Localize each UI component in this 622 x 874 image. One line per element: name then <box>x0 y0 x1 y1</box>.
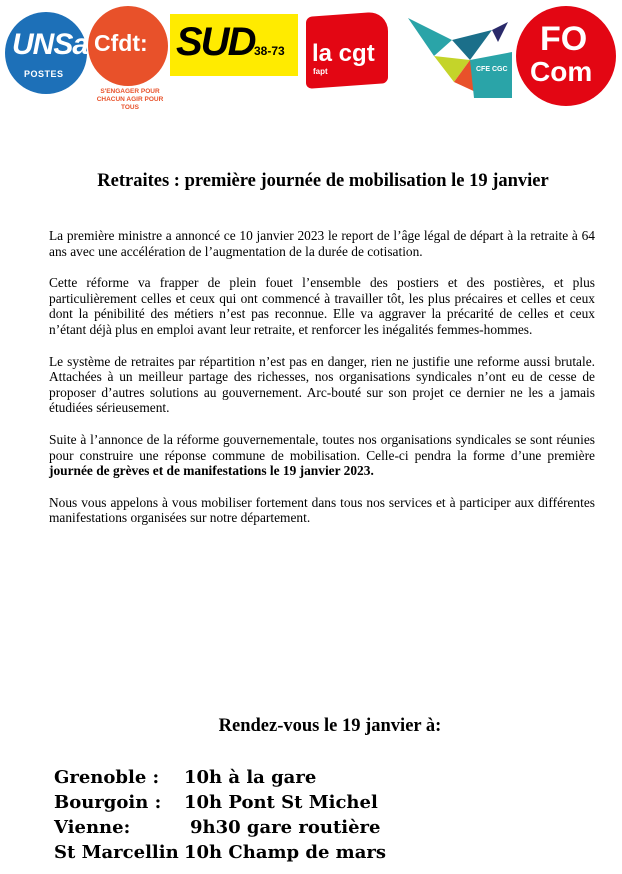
paragraph-text: Suite à l’annonce de la réforme gouvernementale, toutes nos organisations syndicales se sont réunies pour construire une réponse commune de mobilisation. Celle-ci pendra la forme d’une première <box>49 431 595 463</box>
rendezvous-city: St Marcellin <box>54 842 179 863</box>
rendezvous-city: Grenoble : <box>54 767 160 788</box>
fo-logo-text: FO <box>540 20 588 58</box>
fo-logo-subtext: Com <box>530 56 593 87</box>
rendezvous-list <box>54 765 386 865</box>
cfdt-logo-tagline: S'ENGAGER POUR CHACUN AGIR POUR TOUS <box>96 88 164 111</box>
rendezvous-row <box>54 840 386 865</box>
paragraph-text: Nous vous appelons à vous mobiliser fortement dans tous nos services et à participer aux différentes manifestations organisées sur notre département. <box>49 494 595 526</box>
rendezvous-time-place: 9h30 gare routière <box>190 817 381 838</box>
unsa-logo-subtext: POSTES <box>24 69 64 79</box>
rendezvous-row <box>54 765 386 790</box>
paragraph <box>49 354 595 416</box>
cgt-logo-text: la cgt <box>312 40 375 67</box>
rendezvous-city: Bourgoin : <box>54 792 162 813</box>
paragraph-bold-text: journée de grèves et de manifestations le 19 janvier 2023. <box>49 463 374 479</box>
paragraph <box>49 228 595 259</box>
rendezvous-heading: Rendez-vous le 19 janvier à: <box>218 716 442 736</box>
cgt-logo-subtext: fapt <box>313 67 328 76</box>
sud-logo-text: SUD <box>176 20 255 64</box>
document-title: Retraites : première journée de mobilisation le 19 janvier <box>97 171 549 191</box>
paragraph-text: Cette réforme va frapper de plein fouet l’ensemble des postiers et des postières, et plus particulièrement celles et ceux qui ont commencé à travailler tôt, les plus précaires et celles et ceux dont la pénibilité des métiers n’est pas reconnue. Elle va aggraver la précarité de celles et ceux n’étant déjà plus en emploi avant leur retraite, et renforcer les inégalités femmes-hommes. <box>49 275 595 337</box>
rendezvous-time-place: 10h à la gare <box>184 767 317 788</box>
paragraph <box>49 432 595 479</box>
paragraph-text: La première ministre a annoncé ce 10 janvier 2023 le report de l’âge légal de départ à la retraite à 64 ans avec une accélération de l’augmentation de la durée de cotisation. <box>49 228 595 259</box>
rendezvous-row <box>54 790 386 815</box>
rendezvous-city: Vienne: <box>54 817 131 838</box>
paragraph-text: Le système de retraites par répartition n’est pas en danger, rien ne justifie une reforme aussi brutale. Attachées à un meilleur partage des richesses, nos organisations syndicales n’ont eu de cesse de proposer d’autres solutions au gouvernement. Arc-bouté sur son projet ce dernier ne les a jamais étudiées sérieusement. <box>49 353 595 416</box>
rendezvous-time-place: 10h Champ de mars <box>184 842 387 863</box>
cfe-cgc-logo <box>400 12 512 102</box>
unsa-logo-text: UNSa <box>12 28 89 61</box>
sud-logo-subtext: 38-73 <box>254 44 285 58</box>
paragraph <box>49 495 595 526</box>
rendezvous-row <box>54 815 386 840</box>
cfdt-logo-text: Cfdt: <box>94 30 148 56</box>
union-logos-banner <box>0 0 622 110</box>
document-body <box>49 228 595 542</box>
cfe-cgc-logo-text: CFE CGC <box>476 66 508 73</box>
paragraph <box>49 275 595 337</box>
rendezvous-time-place: 10h Pont St Michel <box>184 792 378 813</box>
